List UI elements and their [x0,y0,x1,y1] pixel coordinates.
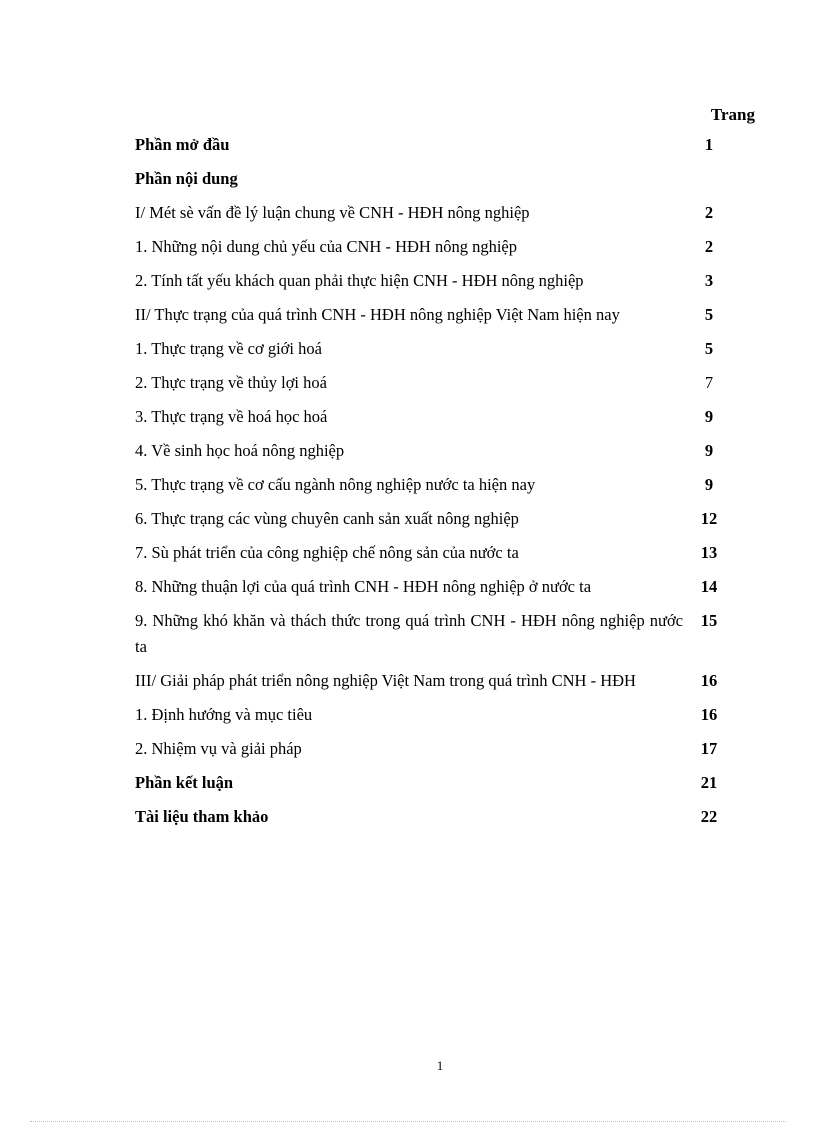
toc-entry-label: III/ Giải pháp phát triển nông nghiệp Việt Nam trong quá trình CNH - HĐH [135,671,636,690]
table-of-contents [135,102,755,834]
toc-entry-tai-lieu[interactable] [135,800,755,834]
toc-entry-page: 12 [700,509,718,528]
toc-entry-label: 7. Sù phát triển của công nghiệp chế nông sản của nước ta [135,543,519,562]
toc-entry[interactable] [135,698,755,732]
toc-entry-page: 5 [704,305,714,324]
toc-entry-label: 9. Những khó khăn và thách thức trong quá trình CNH - HĐH nông nghiệp nước ta [135,611,683,656]
toc-entry-label: 3. Thực trạng về hoá học hoá [135,407,328,426]
toc-entry[interactable] [135,366,755,400]
toc-entry-section-2[interactable] [135,298,755,332]
toc-entry-label: Tài liệu tham khảo [135,807,269,826]
toc-entry-section-3[interactable] [135,664,755,698]
toc-entry-label: 2. Nhiệm vụ và giải pháp [135,739,302,758]
toc-entry[interactable] [135,264,755,298]
toc-entry-page: 16 [700,705,718,724]
toc-entry[interactable] [135,332,755,366]
toc-entry-page: 9 [704,475,714,494]
toc-entry-page: 3 [704,271,714,290]
toc-entry-label: 6. Thực trạng các vùng chuyên canh sản xuất nông nghiệp [135,509,519,528]
toc-entry-page: 22 [700,807,718,826]
toc-entry-label: 4. Về sinh học hoá nông nghiệp [135,441,345,460]
toc-entry[interactable] [135,400,755,434]
page-number: 1 [436,1058,444,1073]
toc-entry-page: 2 [704,237,714,256]
toc-entry[interactable] [135,468,755,502]
page-bottom-divider [30,1121,786,1122]
toc-entry[interactable] [135,434,755,468]
toc-entry-label: Phần nội dung [135,169,238,188]
toc-entry-page: 14 [700,577,718,596]
toc-entry-label: 1. Thực trạng về cơ giới hoá [135,339,322,358]
toc-entry-label: 2. Tính tất yếu khách quan phải thực hiện CNH - HĐH nông nghiệp [135,271,584,290]
toc-entry-page: 13 [700,543,718,562]
toc-entry-page: 7 [704,373,714,392]
toc-entry-label: 8. Những thuận lợi của quá trình CNH - HĐH nông nghiệp ở nước ta [135,577,592,596]
toc-entry-noi-dung[interactable] [135,162,755,196]
toc-entry-ket-luan[interactable] [135,766,755,800]
toc-entry-page: 17 [700,739,718,758]
toc-entry-page: 16 [700,671,718,690]
toc-entry-section-1[interactable] [135,196,755,230]
toc-entry-page: 9 [704,441,714,460]
toc-entry-page: 15 [700,611,718,630]
toc-page-column-header: Trang [710,105,755,124]
toc-entry-label: Phần mở đầu [135,135,230,154]
toc-entry-label: 2. Thực trạng về thủy lợi hoá [135,373,327,392]
toc-entry-label: Phần kết luận [135,773,234,792]
toc-entry[interactable] [135,732,755,766]
toc-entry-label: 1. Những nội dung chủ yếu của CNH - HĐH nông nghiệp [135,237,517,256]
toc-entry[interactable] [135,502,755,536]
toc-entry-page: 9 [704,407,714,426]
toc-entry-page: 1 [704,135,714,154]
toc-entry[interactable] [135,230,755,264]
toc-entry[interactable] [135,536,755,570]
toc-entry-mo-dau[interactable] [135,128,755,162]
toc-entry-label: II/ Thực trạng của quá trình CNH - HĐH nông nghiệp Việt Nam hiện nay [135,305,620,324]
toc-entry-label: 5. Thực trạng về cơ cấu ngành nông nghiệp nước ta hiện nay [135,475,536,494]
toc-entry-page: 2 [704,203,714,222]
toc-entry-label: I/ Mét sè vấn đề lý luận chung về CNH - HĐH nông nghiệp [135,203,530,222]
toc-entry[interactable] [135,570,755,604]
toc-entry[interactable] [135,604,755,664]
toc-entry-page: 21 [700,773,718,792]
toc-entry-page: 5 [704,339,714,358]
toc-entry-label: 1. Định hướng và mục tiêu [135,705,313,724]
